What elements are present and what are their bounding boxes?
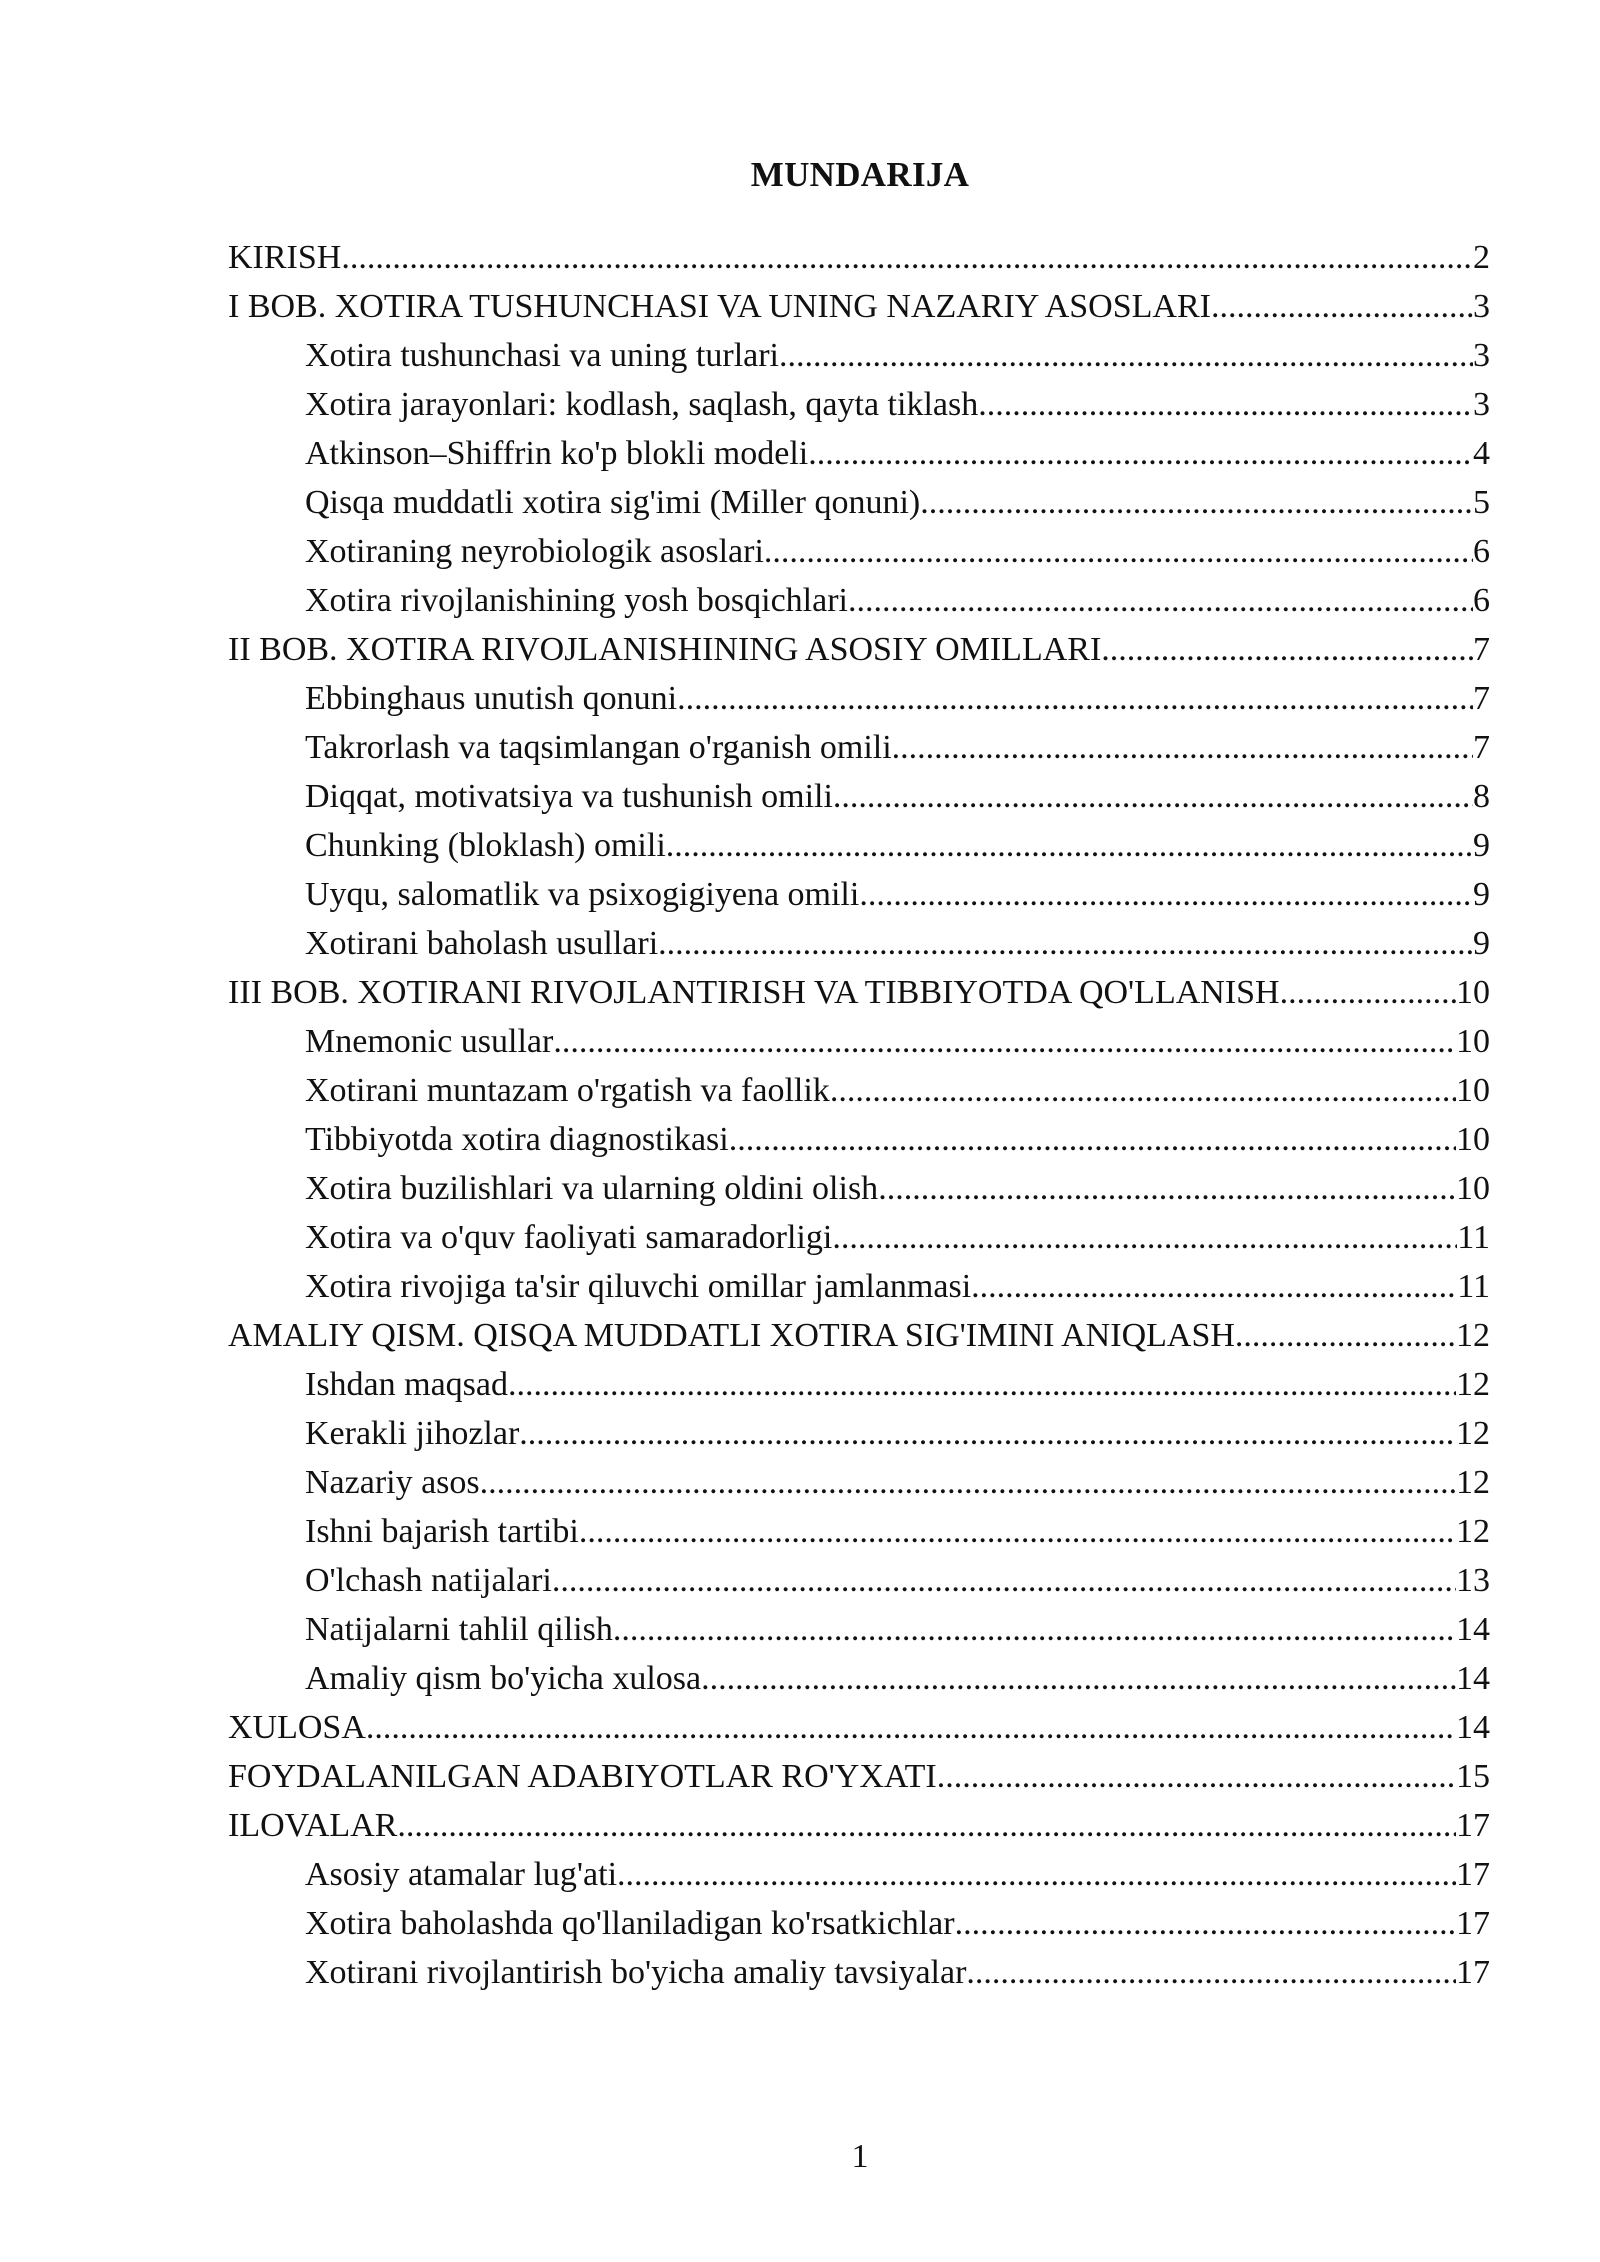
toc-entry-page-number: 14 — [1456, 1709, 1490, 1746]
toc-entry-title: I BOB. XOTIRA TUSHUNCHASI VA UNING NAZARIY ASOSLARI — [228, 288, 1211, 325]
toc-entry-page-number: 3 — [1473, 288, 1490, 325]
toc-dot-leader — [955, 1899, 1456, 1948]
toc-entry-page-number: 2 — [1473, 239, 1490, 276]
toc-entry-page-number: 5 — [1473, 484, 1490, 521]
toc-subsection-entry[interactable] — [228, 478, 1490, 527]
toc-subsection-entry[interactable] — [228, 1164, 1490, 1213]
toc-entry-title: Qisqa muddatli xotira sig'imi (Miller qonuni) — [305, 484, 921, 521]
toc-subsection-entry[interactable] — [228, 1556, 1490, 1605]
toc-dot-leader — [808, 429, 1473, 478]
toc-chapter-entry[interactable] — [228, 1752, 1490, 1801]
toc-dot-leader — [878, 1164, 1456, 1213]
toc-dot-leader — [658, 919, 1473, 968]
toc-subsection-entry[interactable] — [228, 1458, 1490, 1507]
toc-chapter-entry[interactable] — [228, 1311, 1490, 1360]
toc-dot-leader — [552, 1556, 1456, 1605]
page-number: 1 — [851, 2138, 869, 2175]
toc-subsection-entry[interactable] — [228, 1948, 1490, 1997]
toc-dot-leader — [892, 723, 1473, 772]
toc-entry-page-number: 13 — [1456, 1562, 1490, 1599]
toc-dot-leader — [519, 1409, 1456, 1458]
toc-chapter-entry[interactable] — [228, 968, 1490, 1017]
toc-entry-page-number: 11 — [1457, 1219, 1490, 1256]
toc-entry-title: Uyqu, salomatlik va psixogigiyena omili — [305, 876, 860, 913]
toc-chapter-entry[interactable] — [228, 1703, 1490, 1752]
toc-entry-page-number: 17 — [1456, 1954, 1490, 1991]
table-of-contents — [228, 233, 1490, 1997]
toc-subsection-entry[interactable] — [228, 1213, 1490, 1262]
toc-entry-title: Ebbinghaus unutish qonuni — [305, 680, 678, 717]
toc-subsection-entry[interactable] — [228, 1115, 1490, 1164]
toc-dot-leader — [978, 380, 1473, 429]
toc-dot-leader — [480, 1458, 1456, 1507]
toc-subsection-entry[interactable] — [228, 1850, 1490, 1899]
toc-entry-page-number: 10 — [1456, 974, 1490, 1011]
toc-entry-title: Natijalarni tahlil qilish — [305, 1611, 613, 1648]
toc-entry-title: Xotira baholashda qo'llaniladigan ko'rsatkichlar — [305, 1905, 955, 1942]
toc-entry-title: Xotirani rivojlantirish bo'yicha amaliy tavsiyalar — [305, 1954, 967, 1991]
toc-subsection-entry[interactable] — [228, 1605, 1490, 1654]
toc-dot-leader — [966, 1948, 1456, 1997]
toc-dot-leader — [366, 1703, 1456, 1752]
toc-entry-title: Xotira rivojlanishining yosh bosqichlari — [305, 582, 848, 619]
toc-entry-page-number: 6 — [1473, 533, 1490, 570]
page-title: MUNDARIJA — [750, 155, 970, 194]
toc-entry-title: FOYDALANILGAN ADABIYOTLAR RO'YXATI — [228, 1758, 937, 1795]
toc-entry-page-number: 7 — [1473, 680, 1490, 717]
toc-dot-leader — [553, 1017, 1456, 1066]
toc-entry-page-number: 17 — [1456, 1856, 1490, 1893]
toc-entry-page-number: 14 — [1456, 1611, 1490, 1648]
toc-entry-page-number: 9 — [1473, 827, 1490, 864]
toc-subsection-entry[interactable] — [228, 1066, 1490, 1115]
toc-dot-leader — [579, 1507, 1456, 1556]
toc-entry-title: Xotirani baholash usullari — [305, 925, 659, 962]
toc-dot-leader — [729, 1115, 1456, 1164]
toc-entry-page-number: 3 — [1473, 337, 1490, 374]
toc-entry-page-number: 7 — [1473, 631, 1490, 668]
toc-chapter-entry[interactable] — [228, 233, 1490, 282]
toc-entry-title: Amaliy qism bo'yicha xulosa — [305, 1660, 702, 1697]
toc-subsection-entry[interactable] — [228, 870, 1490, 919]
toc-entry-page-number: 8 — [1473, 778, 1490, 815]
toc-entry-page-number: 4 — [1473, 435, 1490, 472]
toc-dot-leader — [971, 1262, 1457, 1311]
toc-dot-leader — [779, 331, 1473, 380]
toc-dot-leader — [833, 772, 1473, 821]
toc-subsection-entry[interactable] — [228, 1262, 1490, 1311]
toc-entry-page-number: 10 — [1456, 1170, 1490, 1207]
toc-chapter-entry[interactable] — [228, 1801, 1490, 1850]
toc-entry-title: Ishdan maqsad — [305, 1366, 509, 1403]
toc-dot-leader — [764, 527, 1473, 576]
toc-entry-title: Takrorlash va taqsimlangan o'rganish omili — [305, 729, 892, 766]
toc-entry-title: Xotirani muntazam o'rgatish va faollik — [305, 1072, 830, 1109]
toc-dot-leader — [701, 1654, 1456, 1703]
toc-entry-title: Xotira rivojiga ta'sir qiluvchi omillar jamlanmasi — [305, 1268, 972, 1305]
toc-subsection-entry[interactable] — [228, 919, 1490, 968]
toc-subsection-entry[interactable] — [228, 1360, 1490, 1409]
toc-entry-title: Kerakli jihozlar — [305, 1415, 520, 1452]
toc-entry-title: Atkinson–Shiffrin ko'p blokli modeli — [305, 435, 809, 472]
toc-dot-leader — [1280, 968, 1456, 1017]
toc-entry-page-number: 12 — [1456, 1513, 1490, 1550]
toc-subsection-entry[interactable] — [228, 1507, 1490, 1556]
toc-dot-leader — [613, 1605, 1456, 1654]
toc-dot-leader — [341, 233, 1473, 282]
toc-entry-title: KIRISH — [228, 239, 342, 276]
toc-entry-page-number: 10 — [1456, 1023, 1490, 1060]
toc-dot-leader — [666, 821, 1473, 870]
toc-entry-title: Xotira buzilishlari va ularning oldini olish — [305, 1170, 879, 1207]
toc-dot-leader — [832, 1213, 1457, 1262]
toc-subsection-entry[interactable] — [228, 1017, 1490, 1066]
toc-entry-title: Xotira va o'quv faoliyati samaradorligi — [305, 1219, 833, 1256]
toc-entry-page-number: 10 — [1456, 1072, 1490, 1109]
toc-entry-page-number: 17 — [1456, 1905, 1490, 1942]
toc-entry-page-number: 3 — [1473, 386, 1490, 423]
toc-subsection-entry[interactable] — [228, 429, 1490, 478]
toc-entry-title: AMALIY QISM. QISQA MUDDATLI XOTIRA SIG'IMINI ANIQLASH — [228, 1317, 1235, 1354]
toc-entry-title: ILOVALAR — [228, 1807, 398, 1844]
toc-entry-page-number: 15 — [1456, 1758, 1490, 1795]
toc-subsection-entry[interactable] — [228, 576, 1490, 625]
toc-entry-title: Tibbiyotda xotira diagnostikasi — [305, 1121, 729, 1158]
toc-dot-leader — [617, 1850, 1456, 1899]
toc-dot-leader — [848, 576, 1473, 625]
toc-subsection-entry[interactable] — [228, 380, 1490, 429]
toc-dot-leader — [1235, 1311, 1456, 1360]
toc-chapter-entry[interactable] — [228, 282, 1490, 331]
toc-entry-title: Ishni bajarish tartibi — [305, 1513, 579, 1550]
toc-subsection-entry[interactable] — [228, 674, 1490, 723]
toc-subsection-entry[interactable] — [228, 1409, 1490, 1458]
toc-entry-page-number: 12 — [1456, 1366, 1490, 1403]
toc-entry-page-number: 10 — [1456, 1121, 1490, 1158]
toc-subsection-entry[interactable] — [228, 331, 1490, 380]
toc-entry-title: Diqqat, motivatsiya va tushunish omili — [305, 778, 833, 815]
toc-entry-title: O'lchash natijalari — [305, 1562, 552, 1599]
toc-dot-leader — [1211, 282, 1473, 331]
toc-entry-page-number: 12 — [1456, 1415, 1490, 1452]
toc-entry-title: Xotira jarayonlari: kodlash, saqlash, qayta tiklash — [305, 386, 979, 423]
toc-entry-page-number: 11 — [1457, 1268, 1490, 1305]
toc-entry-title: Asosiy atamalar lug'ati — [305, 1856, 618, 1893]
toc-subsection-entry[interactable] — [228, 772, 1490, 821]
toc-entry-title: Chunking (bloklash) omili — [305, 827, 666, 864]
toc-entry-title: III BOB. XOTIRANI RIVOJLANTIRISH VA TIBBIYOTDA QO'LLANISH — [228, 974, 1280, 1011]
toc-entry-title: Xotiraning neyrobiologik asoslari — [305, 533, 764, 570]
toc-subsection-entry[interactable] — [228, 1654, 1490, 1703]
toc-entry-title: II BOB. XOTIRA RIVOJLANISHINING ASOSIY OMILLARI — [228, 631, 1102, 668]
toc-dot-leader — [920, 478, 1473, 527]
toc-entry-page-number: 12 — [1456, 1317, 1490, 1354]
toc-dot-leader — [1101, 625, 1473, 674]
toc-subsection-entry[interactable] — [228, 527, 1490, 576]
toc-dot-leader — [859, 870, 1473, 919]
toc-dot-leader — [830, 1066, 1456, 1115]
toc-entry-page-number: 14 — [1456, 1660, 1490, 1697]
toc-dot-leader — [937, 1752, 1456, 1801]
toc-chapter-entry[interactable] — [228, 625, 1490, 674]
toc-subsection-entry[interactable] — [228, 821, 1490, 870]
toc-dot-leader — [677, 674, 1473, 723]
toc-entry-title: Nazariy asos — [305, 1464, 480, 1501]
toc-subsection-entry[interactable] — [228, 1899, 1490, 1948]
toc-entry-page-number: 9 — [1473, 925, 1490, 962]
toc-dot-leader — [397, 1801, 1456, 1850]
toc-entry-title: Xotira tushunchasi va uning turlari — [305, 337, 780, 374]
toc-entry-page-number: 7 — [1473, 729, 1490, 766]
toc-entry-page-number: 12 — [1456, 1464, 1490, 1501]
toc-entry-page-number: 6 — [1473, 582, 1490, 619]
toc-entry-title: Mnemonic usullar — [305, 1023, 554, 1060]
toc-entry-title: XULOSA — [228, 1709, 366, 1746]
toc-entry-page-number: 9 — [1473, 876, 1490, 913]
toc-entry-page-number: 17 — [1456, 1807, 1490, 1844]
toc-dot-leader — [508, 1360, 1456, 1409]
toc-subsection-entry[interactable] — [228, 723, 1490, 772]
